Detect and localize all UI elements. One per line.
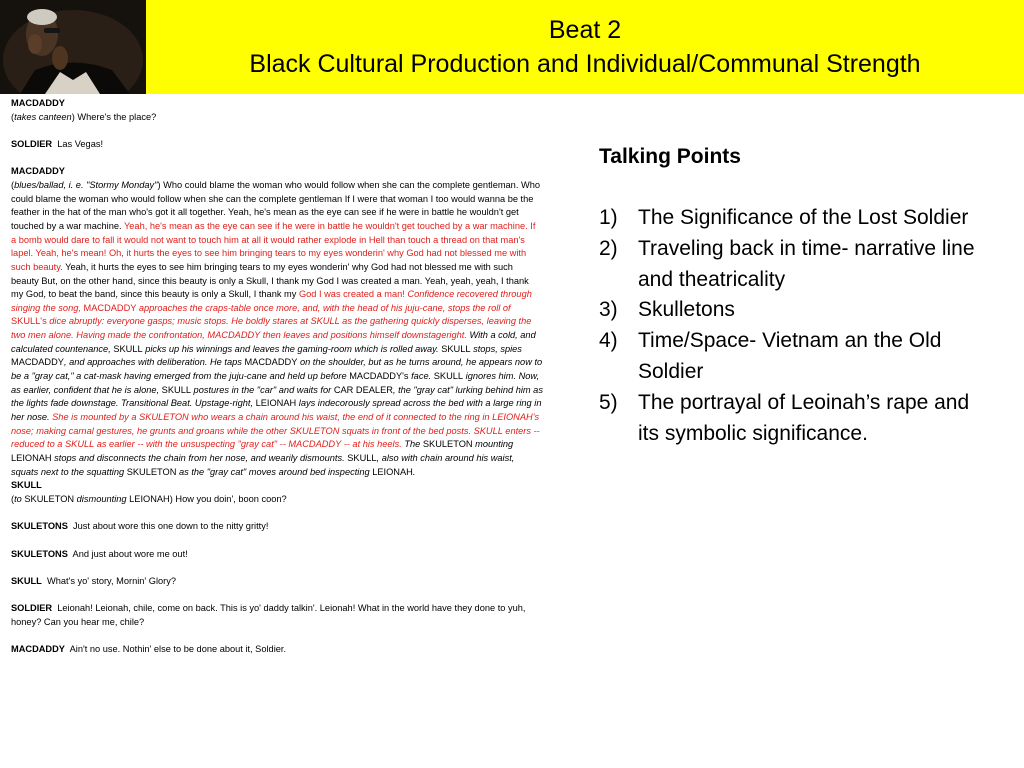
script-line: SKULL What's yo' story, Mornin' Glory? (11, 575, 176, 586)
speaker-name: SKULL (11, 480, 42, 491)
list-number: 4) (599, 329, 618, 353)
list-text: Traveling back in time- narrative line and theatricality (638, 236, 975, 291)
script-line: SOLDIER Leionah! Leionah, chile, come on back. This is yo' daddy talkin'. Leionah! What in the world have they done to yuh, honey? Can you hear me, chile? (11, 603, 526, 627)
talking-points (599, 142, 979, 449)
list-number: 2) (599, 236, 618, 260)
speaker-photo (0, 0, 146, 94)
speaker-photo-image (0, 0, 146, 94)
list-number: 1) (599, 206, 618, 229)
list-text: The portrayal of Leoinah’s rape and its symbolic significance. (638, 390, 970, 445)
talking-points-list (599, 203, 979, 449)
list-item (599, 295, 979, 326)
list-item (599, 388, 979, 450)
speaker-name: SKULETONS (11, 548, 68, 559)
speaker-name: MACDADDY (11, 166, 65, 177)
slide-title (146, 0, 1024, 94)
script-line: SKULETONS And just about wore me out! (11, 548, 188, 559)
list-item (599, 234, 979, 296)
script-line: SOLDIER Las Vegas! (11, 138, 104, 149)
list-item (599, 326, 979, 388)
talking-points-heading: Talking Points (599, 145, 741, 168)
speaker-name: SOLDIER (11, 603, 53, 614)
speaker-name: MACDADDY (11, 98, 65, 108)
script-line: (takes canteen) Where's the place? (11, 111, 157, 122)
script-line: SKULETONS Just about wore this one down to the nitty gritty! (11, 521, 269, 532)
list-text: Skulletons (638, 298, 735, 322)
script-line: (to SKULETON dismounting LEIONAH) How you doin', boon coon? (11, 494, 287, 504)
title-line-1: Beat 2 (548, 16, 622, 44)
script-excerpt (11, 97, 543, 657)
speaker-name: SOLDIER (11, 138, 53, 149)
list-text: The Significance of the Lost Soldier (638, 206, 969, 229)
list-number: 5) (599, 390, 618, 414)
speaker-name: MACDADDY (11, 644, 65, 655)
script-paragraph: (blues/ballad, i. e. "Stormy Monday") Who could blame the woman who would follow when she can the complete gentleman. Who could blame the woman who would follow when she can the complete gentleman If I were that woman I too would wanna be the feather in the hat of the man who's got it all together. Yeah, he's mean as the eye can see if he were in battle he wouldn't get touched by a war machine. Yeah, he's mean as the eye can see if he were in battle he wouldn't get touched by a war machine. If a bomb would dare to fall it would not want to touch him at all it would rather explode in Hell than touch a thread on that man's lapel. Yeah, he's mean! Oh, it hurts the eyes to see him bringing tears to my eyes wonderin' why God had not blessed me with such beauty. Yeah, it hurts the eyes to see him bringing tears to my eyes wonderin' why God had not blessed me with such beauty But, on the other hand, since this beauty is only a Skull, I thank my God I was created a man. Yeah, yeah, yeah, I thank my God, to beat the band, since this beauty is only a Skull, I thank my God I was created a man! Confidence recovered through singing the song, MACDADDY approaches the craps-table once more, and, with the head of his juju-cane, stops the roll of SKULL's dice abruptly: everyone gasps; music stops. He boldly stares at SKULL as the gathering quickly disperses, leaving the two men alone. Having made the confrontation, MACDADDY then leaves and positions himself downstageright. With a cold, and calculated countenance, SKULL picks up his winnings and leaves the gaming-room which is rolled away. SKULL stops, spies MACDADDY, and approaches with deliberation. He taps MACDADDY on the shoulder, but as he turns around, he appears now to be a "gray cat," a cat-mask having emerged from the juju-cane and held up before MACDADDY's face. SKULL ignores him. Now, as earlier, confident that he is alone, SKULL postures in the "car" and waits for CAR DEALER, the "gray cat" lurking behind him as the lights fade downstage. Transitional Beat. Upstage-right, LEIONAH lays indecorously spread across the bed with a large ring in her nose. She is mounted by a SKULETON who wears a chain around his waist, the end of it connected to the ring in LEIONAH's nose; making carnal gestures, he grunts and groans while the other SKULETON squats in front of the bed posts. SKULL enters -- reduced to a SKULL as earlier -- with the unsuspecting "gray cat" -- MACDADDY -- at his heels. The SKULETON mounting LEIONAH stops and disconnects the chain from her nose, and wearily dismounts. SKULL, also with chain around his waist, squats next to the squatting SKULETON as the "gray cat" moves around bed inspecting LEIONAH. (11, 179, 543, 477)
stage-direction: takes canteen (14, 111, 72, 122)
list-item (599, 203, 979, 234)
list-text: Time/Space- Vietnam an the Old Soldier (638, 329, 942, 383)
script-line: MACDADDY Ain't no use. Nothin' else to be done about it, Soldier. (11, 644, 287, 655)
speaker-name: SKULETONS (11, 521, 68, 532)
stage-direction: blues/ballad, i. e. "Stormy Monday" (14, 179, 158, 190)
title-line-2: Black Cultural Production and Individual/Communal Strength (249, 50, 921, 78)
list-number: 3) (599, 298, 618, 322)
speaker-name: SKULL (11, 575, 42, 586)
highlighted-text: Yeah, he's mean as the eye can see if he were in battle he wouldn't get touched by a war machine. If a bomb would dare to fall it would not want to touch him at all it would rather explode in Hell than touch a thread on that man's lapel. Yeah, he's mean! Oh, it hurts the eyes to see him bringing tears to my eyes wonderin' why God had not blessed me with such beauty. (11, 220, 536, 272)
